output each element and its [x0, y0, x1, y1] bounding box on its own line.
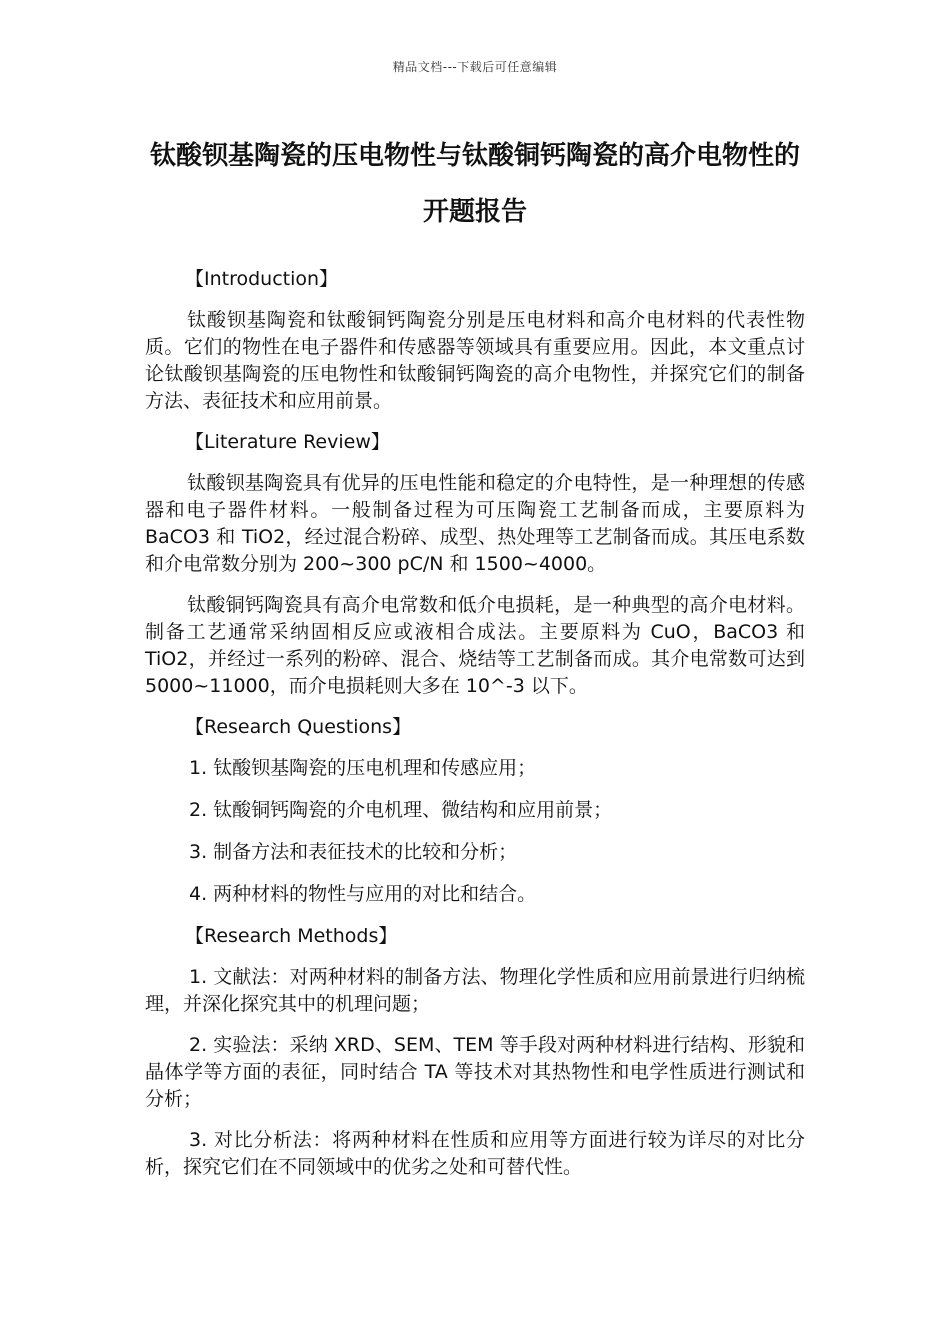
section-heading-literature-review: 【Literature Review】: [185, 431, 390, 453]
research-question-item: 2. 钛酸铜钙陶瓷的介电机理、微结构和应用前景；: [189, 799, 613, 821]
literature-review-paragraph-1: 钛酸钡基陶瓷具有优异的压电性能和稳定的介电特性，是一种理想的传感器和电子器件材料。一般制备过程为可压陶瓷工艺制备而成，主要原料为 BaCO3 和 TiO2，经过混合粉碎、成型、热处理等工艺制备而成。其压电系数和介电常数分别为 200~300 pC/N 和 1500~4000。: [145, 472, 805, 575]
research-method-item: 2. 实验法：采纳 XRD、SEM、TEM 等手段对两种材料进行结构、形貌和晶体学等方面的表征，同时结合 TA 等技术对其热物性和电学性质进行测试和分析；: [145, 1034, 805, 1110]
research-method-item: 3. 对比分析法：将两种材料在性质和应用等方面进行较为详尽的对比分析，探究它们在不同领域中的优劣之处和可替代性。: [145, 1129, 805, 1178]
section-heading-introduction: 【Introduction】: [185, 268, 339, 290]
section-heading-research-questions: 【Research Questions】: [185, 716, 412, 738]
document-title: 钛酸钡基陶瓷的压电物性与钛酸铜钙陶瓷的高介电物性的开题报告: [149, 141, 800, 227]
introduction-paragraph: 钛酸钡基陶瓷和钛酸铜钙陶瓷分别是压电材料和高介电材料的代表性物质。它们的物性在电子器件和传感器等领域具有重要应用。因此，本文重点讨论钛酸钡基陶瓷的压电物性和钛酸铜钙陶瓷的高介电物性，并探究它们的制备方法、表征技术和应用前景。: [145, 309, 805, 412]
literature-review-paragraph-2: 钛酸铜钙陶瓷具有高介电常数和低介电损耗，是一种典型的高介电材料。制备工艺通常采纳固相反应或液相合成法。主要原料为 CuO，BaCO3 和 TiO2，并经过一系列的粉碎、混合、烧结等工艺制备而成。其介电常数可达到 5000~11000，而介电损耗则大多在 10^-3 以下。: [145, 594, 805, 697]
research-question-item: 3. 制备方法和表征技术的比较和分析；: [189, 841, 518, 863]
page-header: 精品文档---下载后可任意编辑: [392, 60, 558, 74]
research-question-item: 1. 钛酸钡基陶瓷的压电机理和传感应用；: [189, 757, 537, 779]
research-method-item: 1. 文献法：对两种材料的制备方法、物理化学性质和应用前景进行归纳梳理，并深化探究其中的机理问题；: [145, 966, 805, 1015]
document-body: [145, 266, 805, 1195]
section-heading-research-methods: 【Research Methods】: [185, 925, 398, 947]
research-question-item: 4. 两种材料的物性与应用的对比和结合。: [189, 883, 537, 905]
